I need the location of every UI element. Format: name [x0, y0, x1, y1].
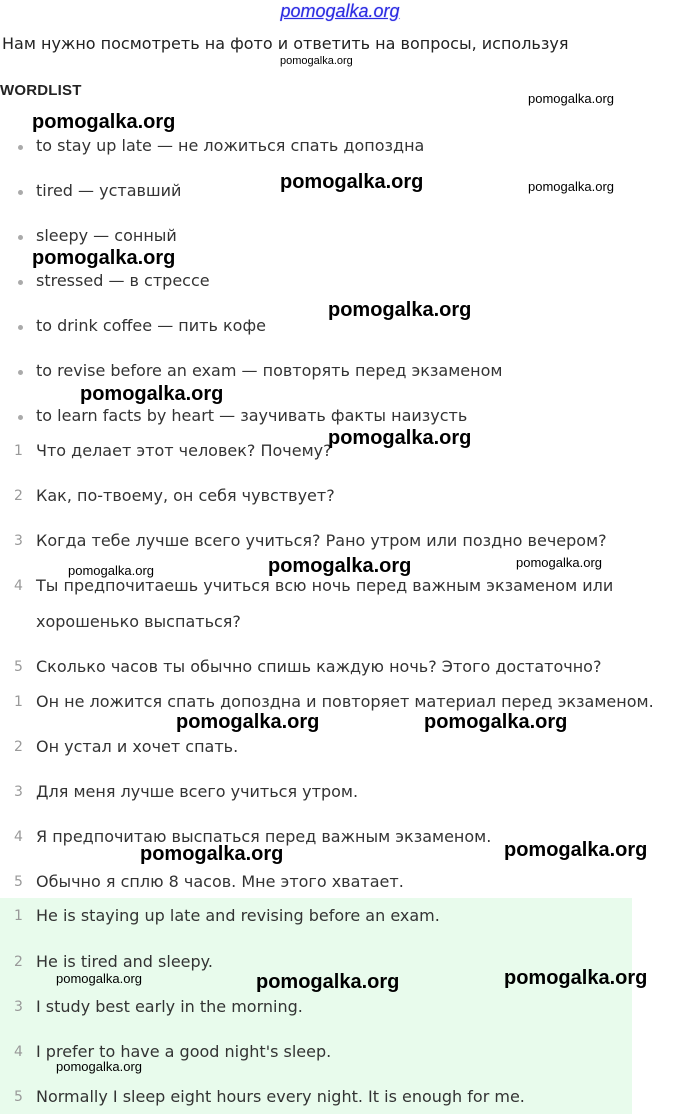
watermark-text: pomogalka.org [256, 971, 400, 993]
watermark-text: pomogalka.org [516, 555, 602, 570]
answer-en-number: 3 [14, 999, 23, 1015]
answer-en-text: I study best early in the morning. [36, 997, 303, 1016]
watermark-text: pomogalka.org [80, 383, 224, 405]
wordlist-bullet [18, 370, 23, 375]
question-text: Когда тебе лучше всего учиться? Рано утром или поздно вечером? [36, 531, 607, 550]
question-text: Ты предпочитаешь учиться всю ночь перед важным экзаменом или [36, 576, 614, 595]
question-text: Как, по-твоему, он себя чувствует? [36, 486, 335, 505]
answer-ru-text: Я предпочитаю выспаться перед важным экзаменом. [36, 827, 492, 846]
watermark-text: pomogalka.org [32, 247, 176, 269]
answer-ru-number: 2 [14, 739, 23, 755]
question-number: 1 [14, 443, 23, 459]
watermark-text: pomogalka.org [528, 91, 614, 106]
answer-en-text: He is tired and sleepy. [36, 952, 213, 971]
answer-en-text: Normally I sleep eight hours every night. It is enough for me. [36, 1087, 525, 1106]
wordlist-bullet [18, 190, 23, 195]
wordlist-bullet [18, 325, 23, 330]
answer-ru-text: Обычно я сплю 8 часов. Мне этого хватает. [36, 872, 404, 891]
answer-en-number: 4 [14, 1044, 23, 1060]
answer-ru-number: 4 [14, 829, 23, 845]
watermark-text: pomogalka.org [328, 299, 472, 321]
wordlist-item: to revise before an exam — повторять перед экзаменом [36, 361, 503, 380]
answer-ru-number: 3 [14, 784, 23, 800]
watermark-text: pomogalka.org [280, 55, 353, 67]
watermark-text: pomogalka.org [68, 563, 154, 578]
answer-en-text: He is staying up late and revising before an exam. [36, 906, 440, 925]
wordlist-item: to drink coffee — пить кофе [36, 316, 266, 335]
watermark-text: pomogalka.org [280, 171, 424, 193]
answer-ru-text: Он устал и хочет спать. [36, 737, 239, 756]
question-number: 4 [14, 578, 23, 594]
wordlist-heading: WORDLIST [0, 82, 82, 99]
question-text: хорошенько выспаться? [36, 612, 241, 631]
answer-ru-text: Для меня лучше всего учиться утром. [36, 782, 359, 801]
answer-ru-number: 1 [14, 694, 23, 710]
watermark-text: pomogalka.org [56, 1059, 142, 1074]
question-number: 5 [14, 659, 23, 675]
watermark-text: pomogalka.org [32, 111, 176, 133]
wordlist-bullet [18, 145, 23, 150]
answer-en-text: I prefer to have a good night's sleep. [36, 1042, 332, 1061]
watermark-text: pomogalka.org [328, 427, 472, 449]
site-header-link[interactable]: pomogalka.org [280, 1, 400, 21]
wordlist-bullet [18, 415, 23, 420]
wordlist-bullet [18, 235, 23, 240]
wordlist-item: sleepy — сонный [36, 226, 177, 245]
answer-en-number: 5 [14, 1089, 23, 1105]
question-number: 3 [14, 533, 23, 549]
answer-en-number: 2 [14, 954, 23, 970]
wordlist-item: stressed — в стрессе [36, 271, 210, 290]
watermark-text: pomogalka.org [140, 843, 284, 865]
question-number: 2 [14, 488, 23, 504]
question-text: Что делает этот человек? Почему? [36, 441, 332, 460]
wordlist-item: tired — уставший [36, 181, 182, 200]
answer-ru-text: Он не ложится спать допоздна и повторяет материал перед экзаменом. [36, 692, 654, 711]
watermark-text: pomogalka.org [504, 839, 648, 861]
answer-ru-number: 5 [14, 874, 23, 890]
watermark-text: pomogalka.org [528, 179, 614, 194]
watermark-text: pomogalka.org [56, 971, 142, 986]
intro-text: Нам нужно посмотреть на фото и ответить на вопросы, используя [2, 34, 569, 53]
watermark-text: pomogalka.org [504, 967, 648, 989]
watermark-text: pomogalka.org [176, 711, 320, 733]
wordlist-bullet [18, 280, 23, 285]
watermark-text: pomogalka.org [424, 711, 568, 733]
wordlist-item: to learn facts by heart — заучивать факты наизусть [36, 406, 468, 425]
wordlist-item: to stay up late — не ложиться спать допоздна [36, 136, 425, 155]
answer-en-number: 1 [14, 908, 23, 924]
watermark-text: pomogalka.org [268, 555, 412, 577]
question-text: Сколько часов ты обычно спишь каждую ночь? Этого достаточно? [36, 657, 602, 676]
